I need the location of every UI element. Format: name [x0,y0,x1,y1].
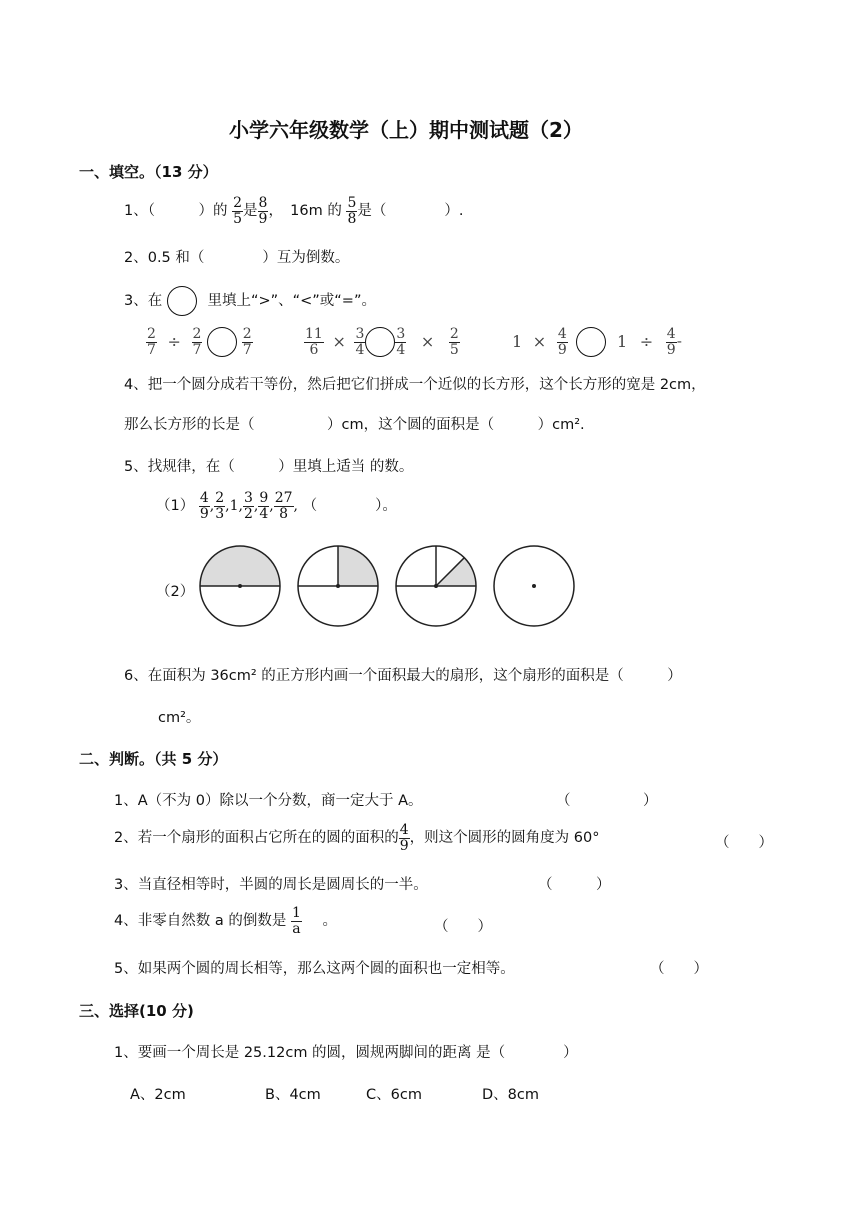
fraction: $\frac{4}{9}$ [557,326,567,358]
question-1-5: 5、找规律，在（ ）里填上适当 的数。 [124,459,414,475]
option-a: A、2cm [130,1087,186,1103]
judge-4: 4、非零自然数 a 的倒数是 $\frac{1}{a}$ 。 [114,905,337,937]
pattern-circle-2 [298,546,378,626]
fraction: $\frac{2}{7}$ [147,326,156,358]
pattern-circle-1 [200,546,280,626]
fraction: $\frac{1}{a}$ [291,905,301,937]
circle-pattern [195,544,585,636]
choice-1: 1、要画一个周长是 25.12cm 的圆，圆规两脚间的距离 是（ ） [114,1045,578,1061]
fraction: $\frac{3}{2}$ [243,490,253,522]
fraction: $\frac{27}{8}$ [274,490,293,522]
option-b: B、4cm [265,1087,321,1103]
fraction: $\frac{4}{9}$ [399,822,409,854]
judge-5: 5、如果两个圆的周长相等，那么这两个圆的面积也一定相等。 [114,961,515,977]
question-1-3: 3、在 里填上“>”、“<”或“=”。 [124,286,376,316]
judge-5-blank: （ ） [650,961,708,977]
question-1-6-line1: 6、在面积为 36cm² 的正方形内画一个面积最大的扇形，这个扇形的面积是（ ） [124,668,682,684]
judge-2: 2、若一个扇形的面积占它所在的圆的面积的 $\frac{4}{9}$ ，则这个圆形的圆角度为 60° [114,822,600,854]
fraction: $\frac{2}{5}$ [449,326,459,358]
fraction: $\frac{11}{6}$ [305,326,323,358]
question-1-5-1: （1） $\frac{4}{9}$ , $\frac{2}{3}$ ,1, $\frac{3}{2}$ , $\frac{9}{4}$ , $\frac{27}{8}$ , （ ）。 [156,490,397,522]
fraction: $\frac{4}{9}$ [199,490,209,522]
fraction: $\frac{2}{5}$ [233,195,243,227]
option-d: D、8cm [482,1087,539,1103]
question-1-2: 2、0.5 和（ ）互为倒数。 [124,250,350,266]
compare-a: $\frac{2}{7}$ ÷ $\frac{2}{7}$ $\frac{2}{7}$ [147,326,252,358]
compare-b: $\frac{11}{6}$ × $\frac{3}{4}$ $\frac{3}{4}$ × $\frac{2}{5}$ [305,326,459,358]
compare-c: 1 × $\frac{4}{9}$ 1 ÷ $\frac{4}{9}$ - [512,326,682,358]
question-1-1: 1、（ ）的 $\frac{2}{5}$ 是 $\frac{8}{9}$ ， 16m 的 $\frac{5}{8}$ 是（ ）. [124,195,464,227]
judge-3: 3、当直径相等时，半圆的周长是圆周长的一半。 [114,877,428,893]
compare-circle [365,327,395,357]
fraction: $\frac{8}{9}$ [258,195,268,227]
fraction: $\frac{3}{4}$ [396,326,406,358]
fraction: $\frac{9}{4}$ [259,490,269,522]
pattern-circle-4 [494,546,574,626]
compare-circle [207,327,237,357]
section-1-heading: 一、填空。（13 分） [79,163,218,181]
question-1-5-2-label: （2） [156,584,195,600]
section-3-heading: 三、选择(10 分) [79,1002,194,1020]
compare-circle [167,286,197,316]
question-1-4-line1: 4、把一个圆分成若干等份，然后把它们拼成一个近似的长方形，这个长方形的宽是 2cm， [124,377,706,393]
question-1-6-line2: cm²。 [158,710,201,726]
fraction: $\frac{2}{3}$ [215,490,225,522]
question-1-4-line2: 那么长方形的长是（ ）cm，这个圆的面积是（ ）cm². [124,417,585,433]
option-c: C、6cm [366,1087,422,1103]
fraction: $\frac{2}{7}$ [192,326,202,358]
pattern-circle-3 [396,546,476,626]
compare-circle [576,327,606,357]
judge-2-blank: （ ） [715,835,773,851]
fraction: $\frac{3}{4}$ [355,326,365,358]
judge-1: 1、A（不为 0）除以一个分数，商一定大于 A。 [114,793,423,809]
fraction: $\frac{5}{8}$ [347,195,357,227]
judge-1-blank: （ ） [556,793,658,809]
judge-3-blank: （ ） [538,877,611,893]
fraction: $\frac{4}{9}$ [666,326,676,358]
section-2-heading: 二、判断。（共 5 分） [79,750,228,768]
judge-4-blank: （ ） [434,919,492,935]
fraction: $\frac{2}{7}$ [242,326,252,358]
page-title: 小学六年级数学（上）期中测试题（2） [229,118,583,142]
